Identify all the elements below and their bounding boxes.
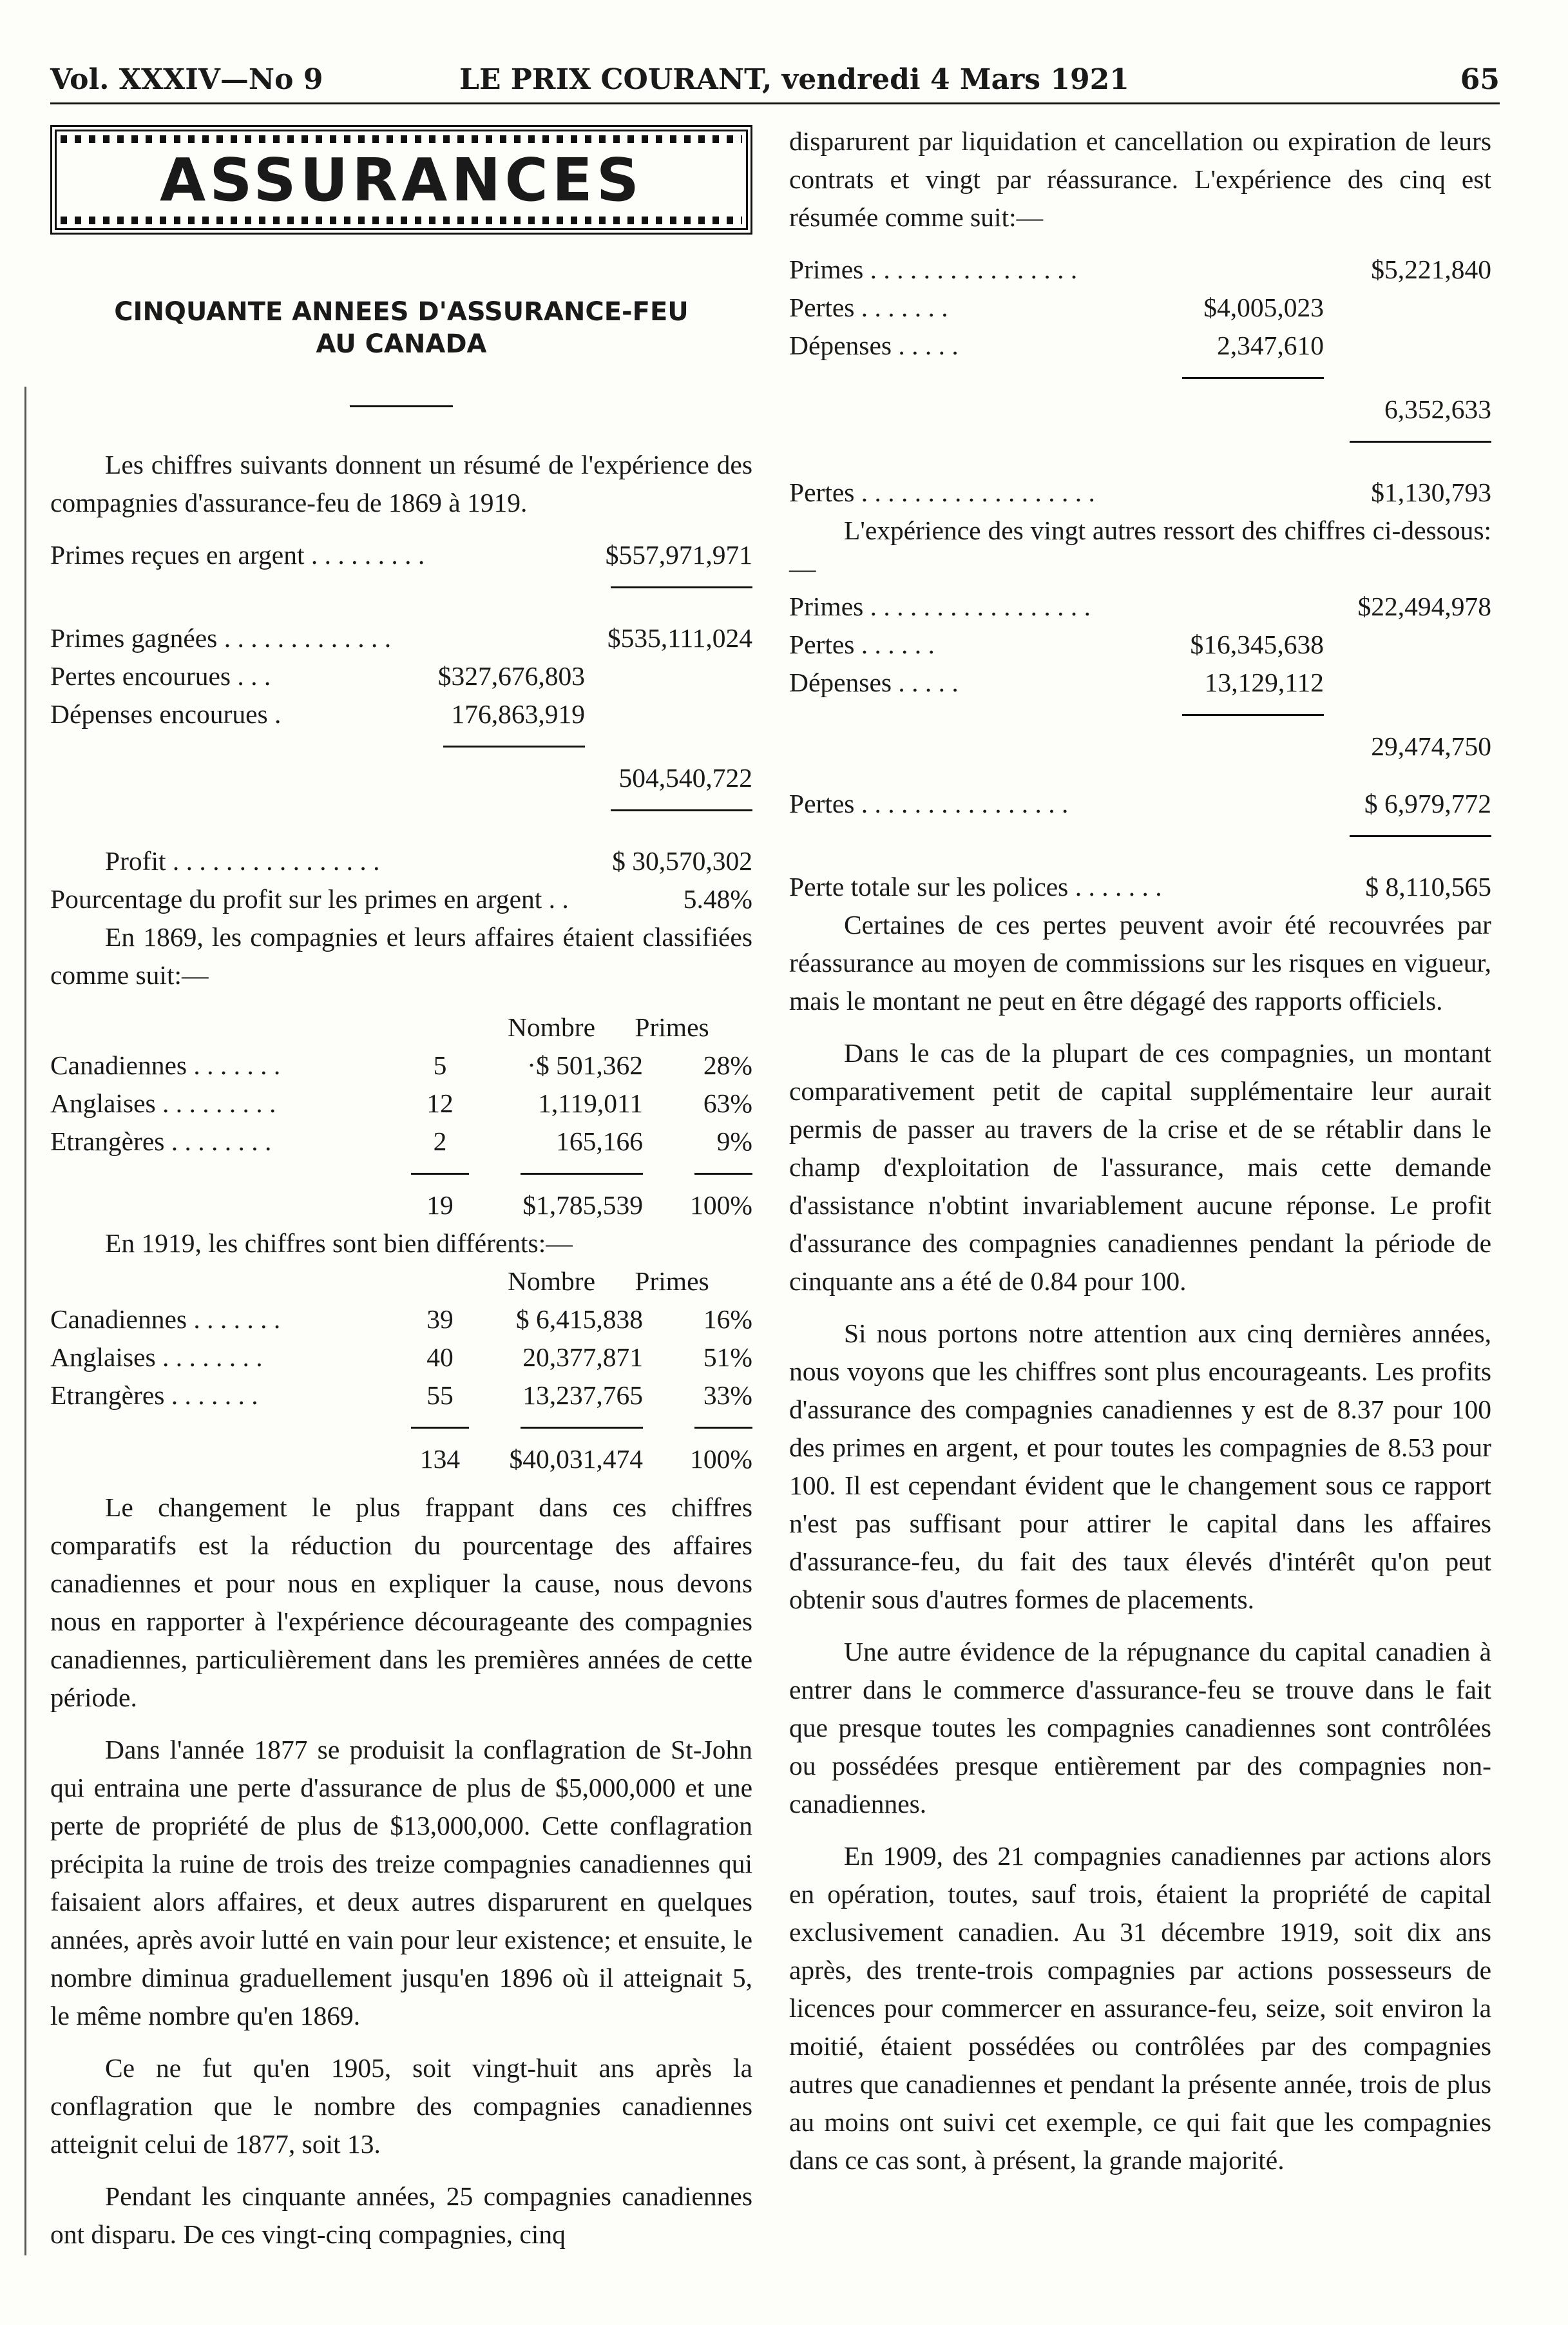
table-cell-nombre: 39 <box>426 1304 454 1334</box>
vingt-row-pertes: Pertes . . . . . . $16,345,638 <box>789 630 1324 659</box>
table-row <box>50 1376 752 1414</box>
table-cell-pct: 9% <box>716 1126 752 1156</box>
paragraph-1869-intro: En 1869, les compagnies et leurs affaires étaient classifiées comme suit:— <box>50 922 752 990</box>
summary-row-subtotal: 504,540,722 <box>618 763 752 793</box>
paragraph-1905: Ce ne fut qu'en 1905, soit vingt-huit ans après la conflagration que le nombre des compagnies canadiennes atteignit celui de 1877, soit 13. <box>50 2053 752 2159</box>
table-cell-nombre: 55 <box>426 1380 454 1410</box>
table-row <box>50 1085 752 1123</box>
vingt-row-net: Pertes . . . . . . . . . . . . . . . . $ 6,979,772 <box>789 789 1491 818</box>
paragraph-vingt: L'expérience des vingt autres ressort des chiffres ci-dessous:— <box>789 516 1491 583</box>
cinq-row-depenses: Dépenses . . . . . 2,347,610 <box>789 331 1324 360</box>
table-1919-total: 134 $40,031,474 100% <box>419 1444 752 1474</box>
page-edge-line <box>24 387 26 2255</box>
vingt-rule <box>789 823 1491 849</box>
table-cell-label: Canadiennes . . . . . . . <box>50 1050 281 1080</box>
paragraph-si-nous: Si nous portons notre attention aux cinq dernières années, nous voyons que les chiffres sont plus encourageants. Les profits d'assurance des compagnies canadiennes y est de 8.37 pour 100 des primes en argent, et pour toutes les compagnies de 8.53 pour 100. Il est cependant évident que le changement sous ce rapport n'est pas suffisant pour attirer le capital dans les affaires d'assurance-feu, du fait des taux élevés d'intérêt qu'on peut obtenir sous d'autres formes de placements. <box>789 1318 1491 1614</box>
table-1869 <box>50 1047 752 1161</box>
table-cell-label: Anglaises . . . . . . . . <box>50 1342 263 1372</box>
cinq-row-pertes: Pertes . . . . . . . $4,005,023 <box>789 293 1324 322</box>
intro-paragraph: Les chiffres suivants donnent un résumé de l'expérience des compagnies d'assurance-feu de 1869 à 1919. <box>50 450 752 517</box>
article-title <box>50 296 752 360</box>
cinq-rule <box>789 429 1491 454</box>
summary-row-pertes: Pertes encourues . . . $327,676,803 <box>50 661 585 691</box>
table-cell-nombre: 2 <box>433 1126 447 1156</box>
table-cell-pct: 28% <box>703 1050 752 1080</box>
section-title: ASSURANCES <box>160 145 643 215</box>
table-row <box>50 1338 752 1376</box>
table-cell-label: Canadiennes . . . . . . . <box>50 1304 281 1334</box>
summary-rule <box>50 733 752 759</box>
paragraph-changement: Le changement le plus frappant dans ces chiffres comparatifs est la réduction du pourcentage des affaires canadiennes et pour nous en expliquer la cause, nous devons nous en rapporter à l'expérience décourageante des compagnies canadiennes, particulièrement dans les premières années de cette période. <box>50 1492 752 1712</box>
volume-number: Vol. XXXIV—No 9 <box>50 63 323 96</box>
table-cell-pct: 16% <box>703 1304 752 1334</box>
table-cell-nombre: 5 <box>433 1050 447 1080</box>
vingt-row-subtotal: 29,474,750 <box>1371 731 1491 761</box>
cinq-row-net: Pertes . . . . . . . . . . . . . . . . . . $1,130,793 <box>789 478 1491 507</box>
page-number: 65 <box>1460 63 1500 96</box>
vingt-row-depenses: Dépenses . . . . . 13,129,112 <box>789 668 1324 697</box>
table-cell-label: Etrangères . . . . . . . <box>50 1380 258 1410</box>
header-rule <box>50 102 1500 104</box>
table-cell-pct: 33% <box>703 1380 752 1410</box>
summary-row-depenses: Dépenses encourues . 176,863,919 <box>50 699 585 729</box>
article-title-line1: CINQUANTE ANNEES D'ASSURANCE-FEU <box>114 297 689 327</box>
summary-row-primes-gagnees: Primes gagnées . . . . . . . . . . . . . $535,111,024 <box>50 623 752 653</box>
table-cell-primes: 13,237,765 <box>522 1380 643 1410</box>
table-1869-total: 19 $1,785,539 100% <box>426 1190 752 1220</box>
table-row <box>50 1047 752 1085</box>
table-row <box>50 1123 752 1161</box>
paragraph-certaines: Certaines de ces pertes peuvent avoir été recouvrées par réassurance au moyen de commissions sur les risques en vigueur, mais le montant ne peut en être dégagé des rapports officiels. <box>789 910 1491 1016</box>
table-cell-primes: $ 6,415,838 <box>515 1304 643 1334</box>
table-cell-pct: 63% <box>703 1088 752 1118</box>
summary-rule <box>50 574 752 600</box>
title-divider <box>350 405 453 407</box>
vingt-rule <box>789 702 1491 728</box>
table-cell-primes: 20,377,871 <box>522 1342 643 1372</box>
left-column <box>50 122 752 2268</box>
page-header <box>50 59 1500 104</box>
table-1869-header: Nombre Primes <box>508 1012 709 1042</box>
paragraph-une-autre: Une autre évidence de la répugnance du capital canadien à entrer dans le commerce d'assurance-feu se trouve dans le fait que presque toutes les compagnies canadiennes sont contrôlées ou possédées presque entièrement par des compagnies non-canadiennes. <box>789 1637 1491 1819</box>
table-row <box>50 1300 752 1338</box>
vingt-row-primes: Primes . . . . . . . . . . . . . . . . . $22,494,978 <box>789 592 1491 621</box>
paragraph-1909: En 1909, des 21 compagnies canadiennes par actions alors en opération, toutes, sauf trois, étaient la propriété de capital exclusivement canadien. Au 31 décembre 1919, soit dix ans après, des trente-trois compagnies par actions possesseurs de licences pour commercer en assurance-feu, seize, soit environ la moitié, étaient possédées ou contrôlées par des compagnies autres que canadiennes et pendant la présente année, trois de plus au moins ont suivi cet exemple, ce qui fait que les compagnies dans ce cas sont, à présent, la grande majorité. <box>789 1841 1491 2175</box>
perte-totale-row: Perte totale sur les polices . . . . . . . $ 8,110,565 <box>789 872 1491 902</box>
paragraph-1919-intro: En 1919, les chiffres sont bien différents:— <box>105 1228 573 1258</box>
table-1919 <box>50 1300 752 1414</box>
cinq-row-subtotal: 6,352,633 <box>1384 394 1491 424</box>
table-cell-label: Anglaises . . . . . . . . . <box>50 1088 276 1118</box>
paragraph-dans-le-cas: Dans le cas de la plupart de ces compagnies, un montant comparativement petit de capital supplémentaire leur aurait permis de passer au travers de la crise et de se rétablir dans le champ d'exploitation de l'assurance, mais cette demande d'assistance n'obtint invariablement aucune réponse. Le profit d'assurance des compagnies canadiennes pendant la période de cinquante ans a été de 0.84 pour 100. <box>789 1038 1491 1296</box>
summary-row-primes-recues: Primes reçues en argent . . . . . . . . . $557,971,971 <box>50 540 752 570</box>
section-banner <box>50 125 752 235</box>
table-cell-pct: 51% <box>703 1342 752 1372</box>
summary-rule <box>50 797 752 823</box>
table-cell-nombre: 40 <box>426 1342 454 1372</box>
table-rule <box>50 1414 752 1440</box>
paragraph-cinquante-continued: disparurent par liquidation et cancellation ou expiration de leurs contrats et vingt par réassurance. L'expérience des cinq est résumée comme suit:— <box>789 126 1491 232</box>
table-1919-header: Nombre Primes <box>508 1266 709 1296</box>
table-cell-primes: 1,119,011 <box>538 1088 643 1118</box>
cinq-row-primes: Primes . . . . . . . . . . . . . . . . $5,221,840 <box>789 255 1491 284</box>
summary-row-pourcentage: Pourcentage du profit sur les primes en argent . . 5.48% <box>50 884 752 914</box>
article-title-line2: AU CANADA <box>316 329 487 359</box>
summary-row-profit: Profit . . . . . . . . . . . . . . . . $ 30,570,302 <box>105 846 752 876</box>
table-cell-primes: 165,166 <box>556 1126 643 1156</box>
right-column <box>789 122 1491 2194</box>
table-cell-label: Etrangères . . . . . . . . <box>50 1126 272 1156</box>
publication-title: LE PRIX COURANT, vendredi 4 Mars 1921 <box>459 63 1129 96</box>
paragraph-1877: Dans l'année 1877 se produisit la conflagration de St-John qui entraina une perte d'assurance de plus de $5,000,000 et une perte de propriété de plus de $13,000,000. Cette conflagration précipita la ruine de trois des treize compagnies canadiennes qui faisaient alors affaires, et deux autres disparurent en quelques années, après avoir lutté en vain pour leur existence; et ensuite, le nombre diminua graduellement jusqu'en 1896 où il atteignait 5, le même nombre qu'en 1869. <box>50 1735 752 2031</box>
cinq-rule <box>789 365 1491 391</box>
table-cell-primes: ·$ 501,362 <box>527 1050 643 1080</box>
table-rule <box>50 1161 752 1186</box>
table-cell-nombre: 12 <box>426 1088 454 1118</box>
paragraph-cinquante: Pendant les cinquante années, 25 compagnies canadiennes ont disparu. De ces vingt-cinq compagnies, cinq <box>50 2181 752 2249</box>
